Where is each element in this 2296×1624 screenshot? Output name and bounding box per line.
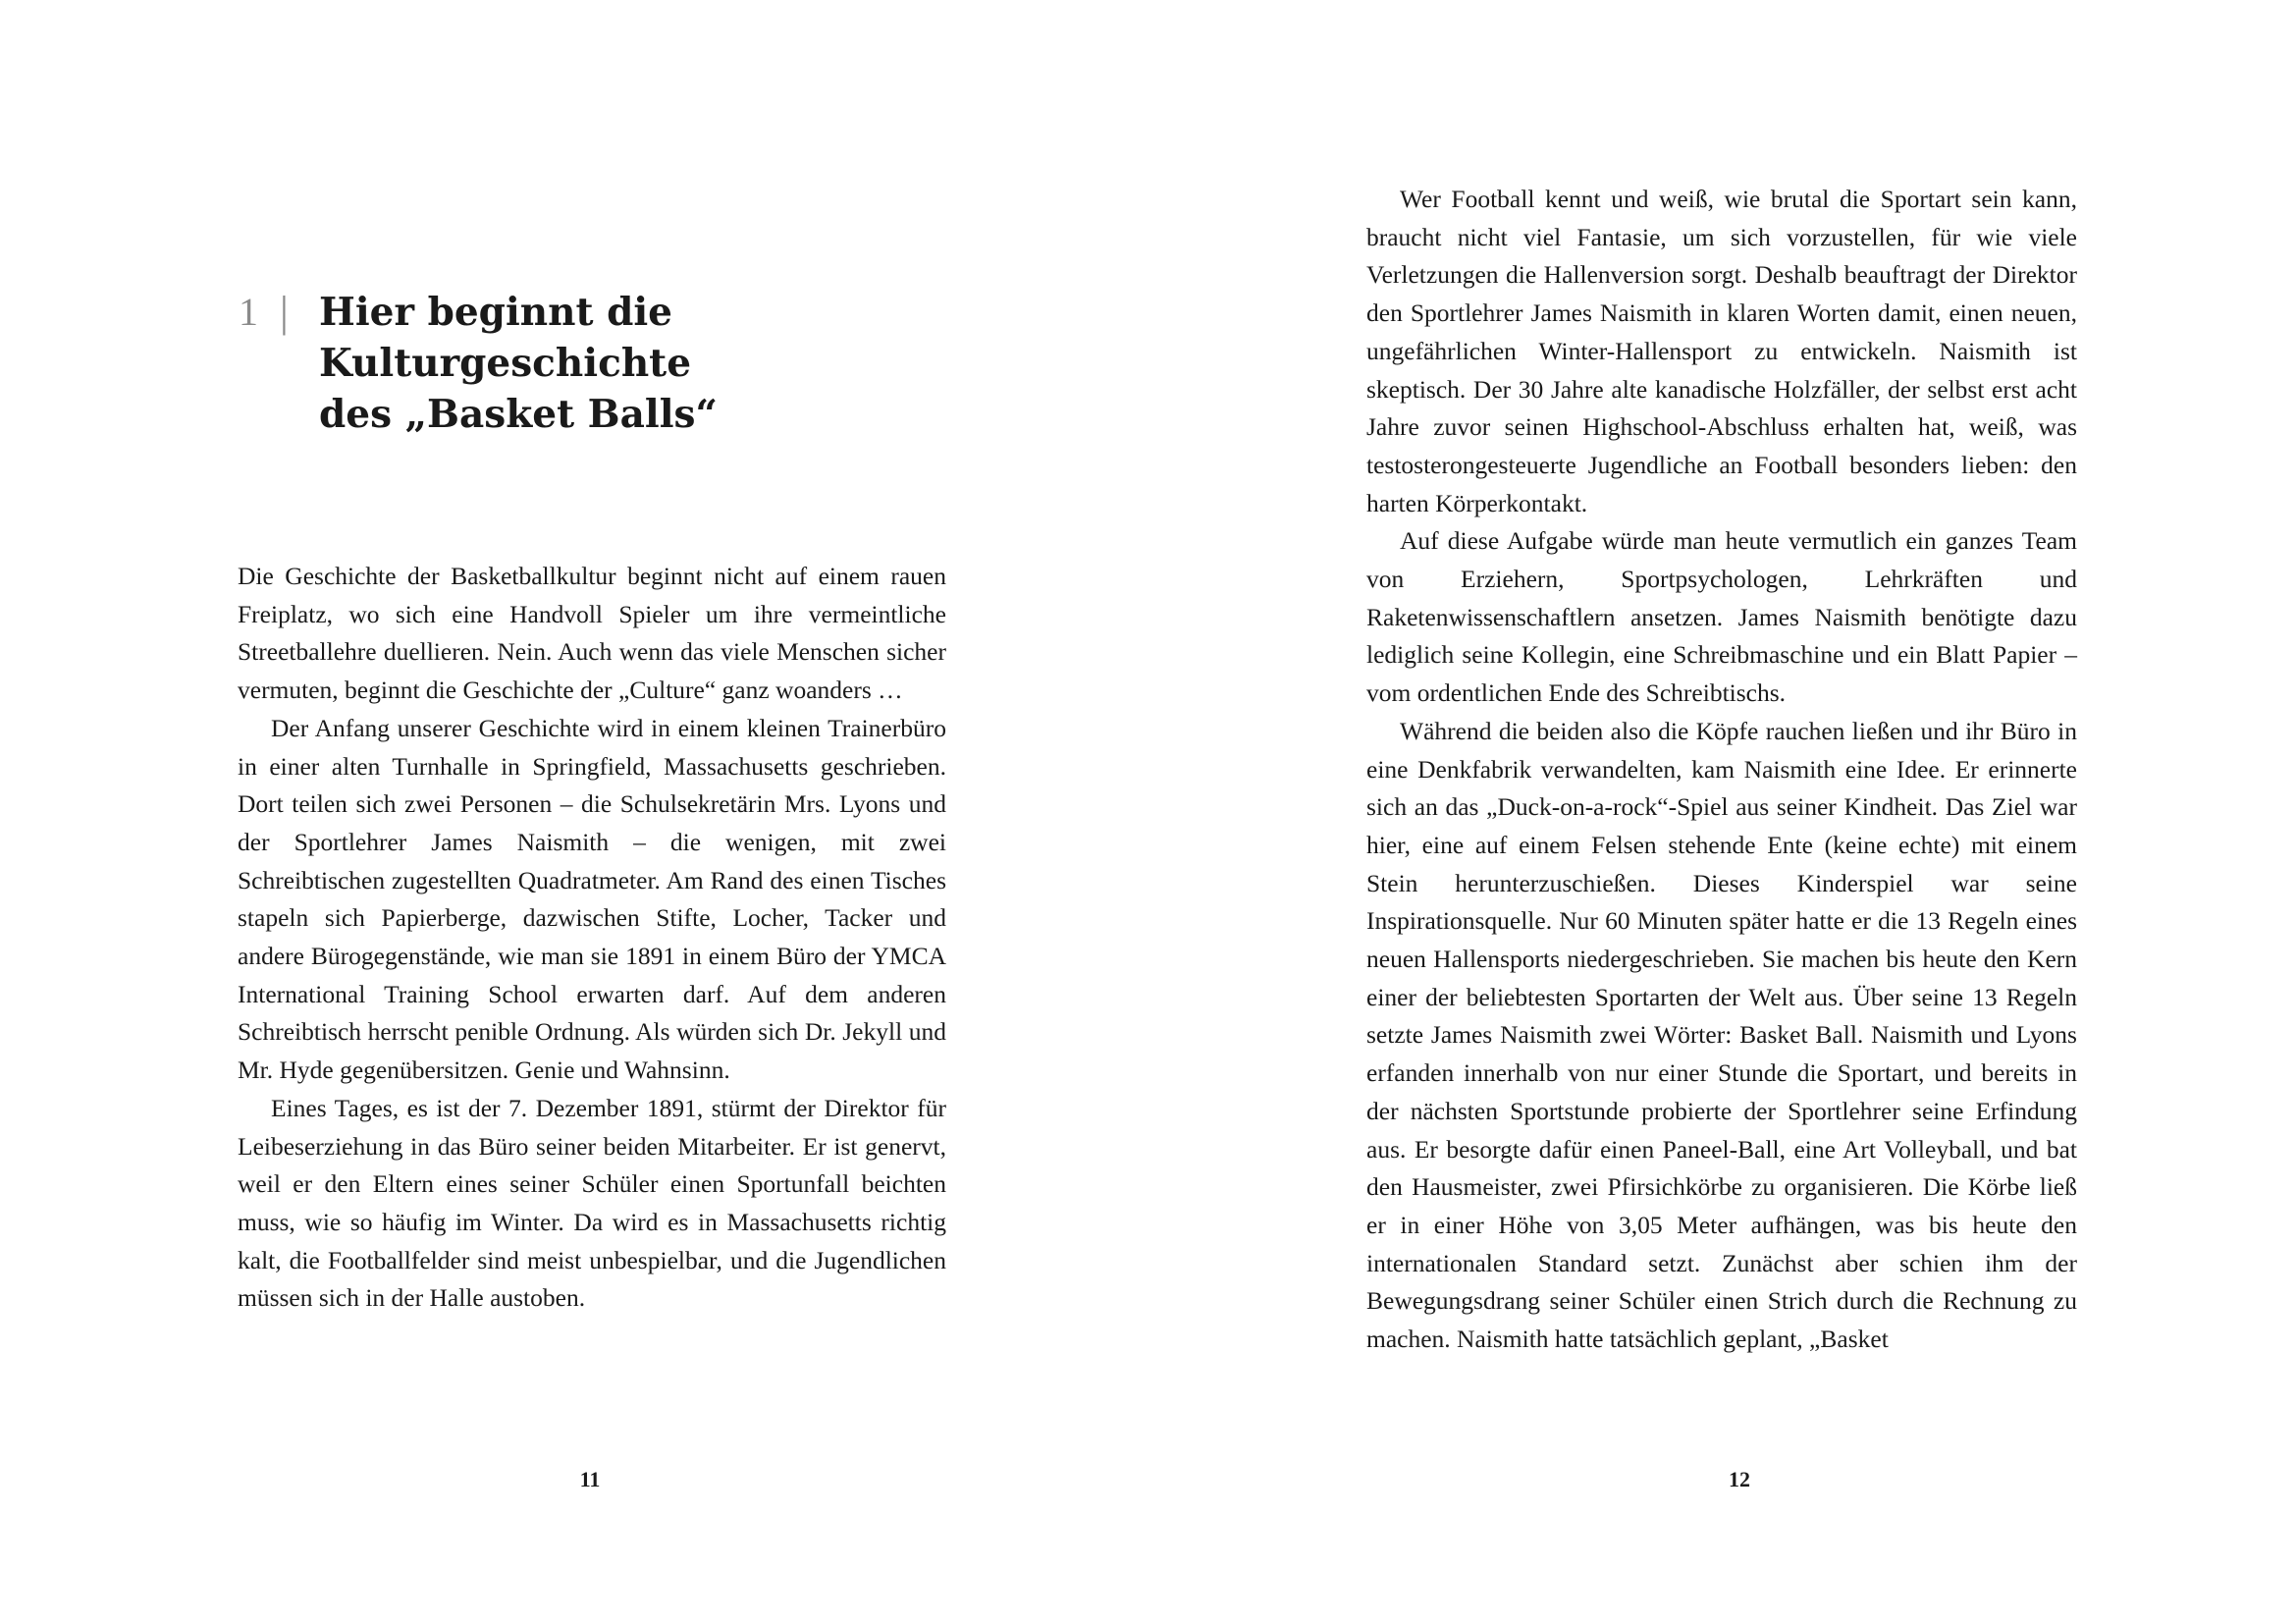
paragraph: Der Anfang unserer Geschichte wird in einem kleinen Trainerbüro in einer alten Turnhalle in Springfield, Massachusetts geschrieben. Dort teilen sich zwei Personen – die Schulsekretärin Mrs. Lyons und der Sportlehrer James Naismith – die wenigen, mit zwei Schreibtischen zugestellten Quadratmeter. Am Rand des einen Tisches stapeln sich Papierberge, dazwischen Stifte, Locher, Tacker und andere Bürogegenstände, wie man sie 1891 in einem Büro der YMCA International Training School erwarten darf. Auf dem anderen Schreibtisch herrscht penible Ordnung. Als würden sich Dr. Jekyll und Mr. Hyde gegenübersitzen. Genie und Wahnsinn.: [238, 713, 946, 1085]
paragraph: Während die beiden also die Köpfe rauchen ließen und ihr Büro in eine Denkfabrik verwandelten, kam Naismith eine Idee. Er erinnerte sich an das „Duck-on-a-rock“-Spiel aus seiner Kindheit. Das Ziel war hier, eine auf einem Felsen stehende Ente (keine echte) mit einem Stein herunterzuschießen. Dieses Kinderspiel war seine Inspirationsquelle. Nur 60 Minuten später hatte er die 13 Regeln eines neuen Hallensports niedergeschrieben. Sie machen bis heute den Kern einer der beliebtesten Sportarten der Welt aus. Über seine 13 Regeln setzte James Naismith zwei Wörter: Basket Ball. Naismith und Lyons erfanden innerhalb von nur einer Stunde die Sportart, und bereits in der nächsten Sportstunde probierte der Sportlehrer seine Erfindung aus. Er besorgte dafür einen Paneel-Ball, eine Art Volleyball, und bat den Hausmeister, zwei Pfirsichkörbe zu organisieren. Die Körbe ließ er in einer Höhe von 3,05 Meter aufhängen, was bis heute den internationalen Standard setzt. Zunächst aber schien ihm der Bewegungsdrang seiner Schüler einen Strich durch die Rechnung zu machen. Naismith hatte tatsächlich geplant, „Basket: [1366, 716, 2077, 1354]
paragraph: Auf diese Aufgabe würde man heute vermutlich ein ganzes Team von Erziehern, Sportpsychologen, Lehrkräften und Raketenwissenschaftlern ansetzen. James Naismith benötigte dazu lediglich seine Kollegin, eine Schreibmaschine und ein Blatt Papier – vom ordentlichen Ende des Schreibtischs.: [1366, 526, 2077, 708]
paragraph: Die Geschichte der Basketballkultur beginnt nicht auf einem rauen Freiplatz, wo sich eine Handvoll Spieler um ihre vermeintliche Streetballehre duellieren. Nein. Auch wenn das viele Menschen sicher vermuten, beginnt die Geschichte der „Culture“ ganz woanders …: [238, 562, 946, 705]
chapter-separator: |: [280, 288, 289, 336]
paragraph: Eines Tages, es ist der 7. Dezember 1891, stürmt der Direktor für Leibeserziehung in das Büro seiner beiden Mitarbeiter. Er ist genervt, weil er den Eltern eines seiner Schüler einen Sportunfall beichten muss, wie so häufig im Winter. Da wird es in Massachusetts richtig kalt, die Footballfelder sind meist unbespielbar, und die Jugendlichen müssen sich in der Halle austoben.: [238, 1093, 946, 1313]
chapter-title-line-1: Hier beginnt die Kulturgeschichte: [319, 290, 692, 386]
chapter-title-line-2: des „Basket Balls“: [319, 392, 718, 437]
right-body-text: [1366, 181, 2077, 1359]
left-body-text: [238, 558, 946, 1318]
chapter-heading: [239, 287, 965, 440]
paragraph: Wer Football kennt und weiß, wie brutal die Sportart sein kann, braucht nicht viel Fantasie, um sich vorzustellen, für wie viele Verletzungen die Hallenversion sorgt. Deshalb beauftragt der Direktor den Sportlehrer James Naismith in klaren Worten damit, einen neuen, ungefährlichen Winter-Hallensport zu entwickeln. Naismith ist skeptisch. Der 30 Jahre alte kanadische Holzfäller, der selbst erst acht Jahre zuvor seinen Highschool-Abschluss erhalten hat, weiß, was testosterongesteuerte Jugendliche an Football besonders lieben: den harten Körperkontakt.: [1366, 185, 2077, 517]
page-number: 12: [1729, 1467, 1750, 1491]
chapter-number: 1: [239, 290, 258, 334]
chapter-title: [319, 287, 947, 440]
page-number: 11: [579, 1467, 601, 1491]
right-page: [1148, 0, 2296, 1624]
